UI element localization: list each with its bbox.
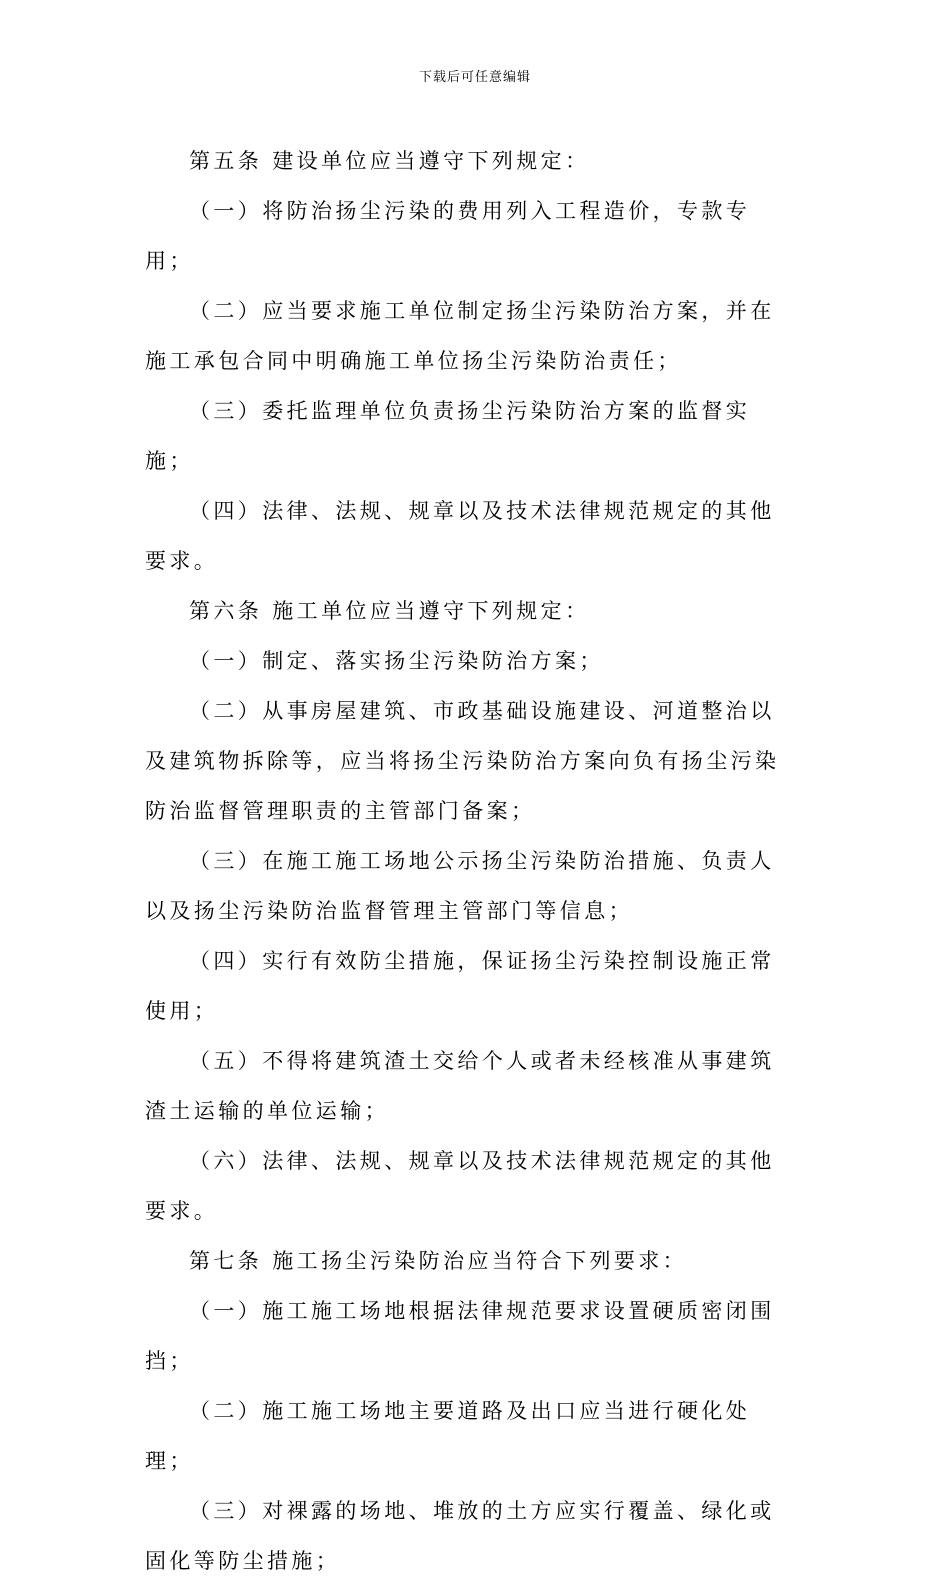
article-6-item-6: （六）法律、法规、规章以及技术法律规范规定的其他要求。 xyxy=(145,1149,775,1223)
document-body xyxy=(145,136,795,1586)
article-6-item-2: （二）从事房屋建筑、市政基础设施建设、河道整治以及建筑物拆除等，应当将扬尘污染防治方案向负有扬尘污染防治监督管理职责的主管部门备案； xyxy=(145,699,780,823)
article-7-item-2: （二）施工施工场地主要道路及出口应当进行硬化处理； xyxy=(145,1399,751,1473)
article-6-heading: 第六条 施工单位应当遵守下列规定： xyxy=(189,599,590,623)
article-7-item-1: （一）施工施工场地根据法律规范要求设置硬质密闭围挡； xyxy=(145,1299,775,1373)
article-6-item-4: （四）实行有效防尘措施，保证扬尘污染控制设施正常使用； xyxy=(145,949,775,1023)
article-6-item-5: （五）不得将建筑渣土交给个人或者未经核准从事建筑渣土运输的单位运输； xyxy=(145,1049,775,1123)
article-7-heading: 第七条 施工扬尘污染防治应当符合下列要求： xyxy=(189,1249,688,1273)
article-5-item-2: （二）应当要求施工单位制定扬尘污染防治方案，并在施工承包合同中明确施工单位扬尘污染防治责任； xyxy=(145,299,775,373)
article-6-item-3: （三）在施工施工场地公示扬尘污染防治措施、负责人以及扬尘污染防治监督管理主管部门等信息； xyxy=(145,849,775,923)
article-5-item-4: （四）法律、法规、规章以及技术法律规范规定的其他要求。 xyxy=(145,499,775,573)
article-5-item-1: （一）将防治扬尘污染的费用列入工程造价，专款专用； xyxy=(145,199,751,273)
article-5-heading: 第五条 建设单位应当遵守下列规定： xyxy=(189,149,590,173)
article-6-item-1: （一）制定、落实扬尘污染防治方案； xyxy=(189,649,604,673)
page-header-note: 下载后可任意编辑 xyxy=(418,70,531,85)
article-7-item-3: （三）对裸露的场地、堆放的土方应实行覆盖、绿化或固化等防尘措施； xyxy=(145,1499,775,1573)
article-5-item-3: （三）委托监理单位负责扬尘污染防治方案的监督实施； xyxy=(145,399,751,473)
